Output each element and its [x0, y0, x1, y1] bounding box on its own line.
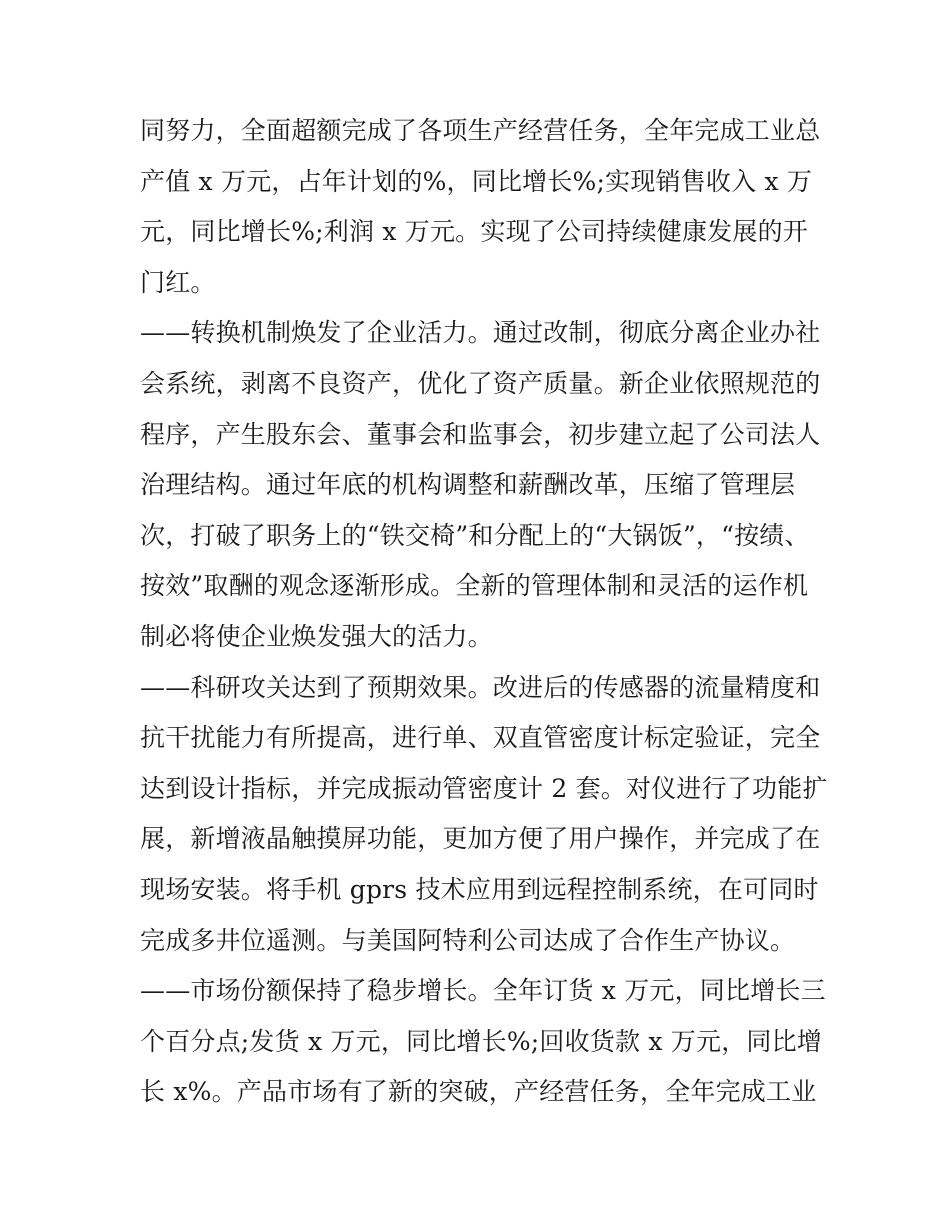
- text-line: 治理结构。通过年底的机构调整和薪酬改革，压缩了管理层: [140, 470, 796, 500]
- text-line: ——转换机制焕发了企业活力。通过改制，彻底分离企业办社: [140, 318, 821, 348]
- text-line: 同努力，全面超额完成了各项生产经营任务，全年完成工业总: [140, 116, 821, 145]
- text-line: 个百分点;发货 x 万元，同比增长%;回收货款 x 万元，同比增: [140, 1026, 822, 1056]
- text-line: 按效”取酬的观念逐渐形成。全新的管理体制和灵活的运作机: [140, 571, 809, 601]
- text-line: 产值 x 万元，占年计划的%，同比增长%;实现销售收入 x 万: [140, 166, 813, 196]
- text-line: ——市场份额保持了稳步增长。全年订货 x 万元，同比增长三: [140, 976, 826, 1006]
- text-line: 现场安装。将手机 gprs 技术应用到远程控制系统，在可同时: [140, 874, 819, 904]
- text-line: 程序，产生股东会、董事会和监事会，初步建立起了公司法人: [140, 419, 821, 449]
- text-line: 长 x%。产品市场有了新的突破，产经营任务，全年完成工业: [140, 1077, 817, 1107]
- text-line: 元，同比增长%;利润 x 万元。实现了公司持续健康发展的开: [140, 217, 808, 247]
- body-text: [140, 106, 828, 1118]
- text-line: 制必将使企业焕发强大的活力。: [140, 621, 493, 651]
- text-line: 会系统，剥离不良资产，优化了资产质量。新企业依照规范的: [140, 368, 821, 398]
- text-line: 次，打破了职务上的“铁交椅”和分配上的“大锅饭”，“按绩、: [140, 520, 810, 550]
- text-line: 达到设计指标，并完成振动管密度计 2 套。对仪进行了功能扩: [140, 773, 828, 803]
- text-line: 展，新增液晶触摸屏功能，更加方便了用户操作，并完成了在: [140, 824, 821, 854]
- text-line: ——科研攻关达到了预期效果。改进后的传感器的流量精度和: [140, 672, 821, 702]
- text-line: 完成多井位遥测。与美国阿特利公司达成了合作生产协议。: [140, 925, 796, 955]
- text-line: 门红。: [140, 267, 216, 297]
- text-line: 抗干扰能力有所提高，进行单、双直管密度计标定验证，完全: [140, 723, 821, 753]
